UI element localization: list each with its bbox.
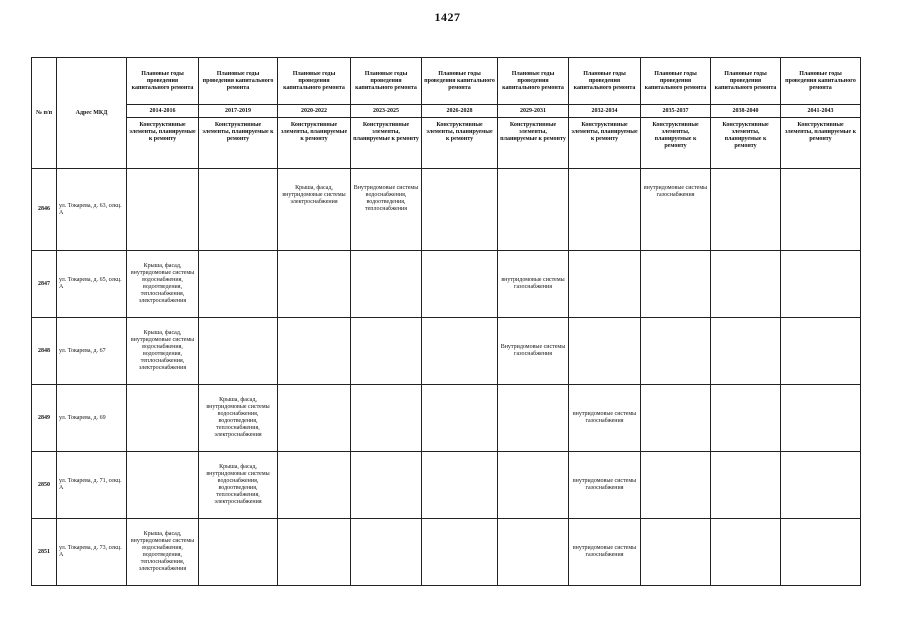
row-address: ул. Токарева, д. 63, секц. А — [57, 169, 127, 251]
repair-cell — [278, 318, 351, 385]
repair-cell — [278, 519, 351, 586]
repair-cell — [199, 519, 278, 586]
row-number: 2851 — [32, 519, 57, 586]
repair-cell — [351, 385, 422, 452]
period-title: Плановые годы проведения капитального ремонта — [641, 58, 711, 105]
header-years-row — [32, 105, 861, 118]
period-subtitle: Конструктивные элементы, планируемые к ремонту — [711, 118, 781, 169]
table-row — [32, 519, 861, 586]
repair-cell: Крыша, фасад, внутридомовые системы водоснабжения, водоотведения, теплоснабжения, электроснабжения — [127, 318, 199, 385]
row-address: ул. Токарева, д. 71, секц. А — [57, 452, 127, 519]
repair-cell — [199, 251, 278, 318]
period-subtitle: Конструктивные элементы, планируемые к ремонту — [498, 118, 569, 169]
period-subtitle: Конструктивные элементы, планируемые к ремонту — [351, 118, 422, 169]
repair-cell — [711, 318, 781, 385]
period-subtitle: Конструктивные элементы, планируемые к ремонту — [422, 118, 498, 169]
row-address: ул. Токарева, д. 69 — [57, 385, 127, 452]
repair-cell: внутридомовые системы газоснабжения — [569, 385, 641, 452]
header-title-row — [32, 58, 861, 105]
period-subtitle: Конструктивные элементы, планируемые к ремонту — [199, 118, 278, 169]
row-address: ул. Токарева, д. 67 — [57, 318, 127, 385]
repair-cell — [127, 169, 199, 251]
repair-cell — [781, 452, 861, 519]
repair-cell — [641, 251, 711, 318]
repair-cell — [351, 452, 422, 519]
period-title: Плановые годы проведения капитального ремонта — [422, 58, 498, 105]
period-title: Плановые годы проведения капитального ремонта — [569, 58, 641, 105]
repair-cell: внутридомовые системы газоснабжения — [569, 519, 641, 586]
period-subtitle: Конструктивные элементы, планируемые к ремонту — [641, 118, 711, 169]
period-title: Плановые годы проведения капитального ремонта — [711, 58, 781, 105]
repair-cell: внутридомовые системы газоснабжения — [498, 251, 569, 318]
repair-cell — [781, 385, 861, 452]
period-title: Плановые годы проведения капитального ремонта — [498, 58, 569, 105]
repair-cell: внутридомовые системы газоснабжения — [641, 169, 711, 251]
period-title: Плановые годы проведения капитального ремонта — [351, 58, 422, 105]
table-row — [32, 318, 861, 385]
period-subtitle: Конструктивные элементы, планируемые к ремонту — [127, 118, 199, 169]
repair-cell — [641, 385, 711, 452]
repair-cell — [781, 169, 861, 251]
repair-cell — [781, 519, 861, 586]
repair-cell — [711, 251, 781, 318]
repair-cell — [199, 169, 278, 251]
repair-cell — [569, 251, 641, 318]
period-title: Плановые годы проведения капитального ремонта — [199, 58, 278, 105]
repair-cell: внутридомовые системы газоснабжения — [569, 452, 641, 519]
period-title: Плановые годы проведения капитального ремонта — [127, 58, 199, 105]
repair-cell: Крыша, фасад, внутридомовые системы водоснабжения, водоотведения, теплоснабжения, электроснабжения — [127, 519, 199, 586]
repair-cell — [711, 519, 781, 586]
repair-cell — [278, 251, 351, 318]
period-years: 2041-2043 — [781, 105, 861, 118]
repair-cell — [569, 169, 641, 251]
period-years: 2026-2028 — [422, 105, 498, 118]
period-years: 2038-2040 — [711, 105, 781, 118]
period-title: Плановые годы проведения капитального ремонта — [278, 58, 351, 105]
row-number: 2847 — [32, 251, 57, 318]
repair-cell — [781, 251, 861, 318]
repair-cell: Внутридомовые системы водоснабжения, водоотведения, теплоснабжения — [351, 169, 422, 251]
row-number: 2848 — [32, 318, 57, 385]
repair-cell — [422, 251, 498, 318]
repair-cell: Крыша, фасад, внутридомовые системы водоснабжения, водоотведения, теплоснабжения, электроснабжения — [127, 251, 199, 318]
repair-cell — [711, 385, 781, 452]
table-row — [32, 452, 861, 519]
row-number: 2846 — [32, 169, 57, 251]
period-years: 2032-2034 — [569, 105, 641, 118]
period-title: Плановые годы проведения капитального ремонта — [781, 58, 861, 105]
header-subtitle-row — [32, 118, 861, 169]
repair-cell — [569, 318, 641, 385]
period-subtitle: Конструктивные элементы, планируемые к ремонту — [781, 118, 861, 169]
period-years: 2029-2031 — [498, 105, 569, 118]
repair-cell — [641, 519, 711, 586]
repair-cell — [711, 452, 781, 519]
period-years: 2017-2019 — [199, 105, 278, 118]
repair-cell — [351, 251, 422, 318]
repair-cell — [711, 169, 781, 251]
table-row — [32, 251, 861, 318]
row-address: ул. Токарева, д. 65, секц. А — [57, 251, 127, 318]
row-address: ул. Токарева, д. 73, секц. А — [57, 519, 127, 586]
repair-cell — [422, 452, 498, 519]
repair-cell: Крыша, фасад, внутридомовые системы водоснабжения, водоотведения, теплоснабжения, электроснабжения — [199, 452, 278, 519]
repair-cell — [278, 385, 351, 452]
repair-cell: Внутридомовые системы газоснабжения — [498, 318, 569, 385]
address-column-header: Адрес МКД — [57, 58, 127, 169]
repair-cell — [641, 318, 711, 385]
period-subtitle: Конструктивные элементы, планируемые к ремонту — [569, 118, 641, 169]
capital-repair-schedule-table — [31, 57, 861, 586]
period-years: 2023-2025 — [351, 105, 422, 118]
repair-cell — [498, 169, 569, 251]
repair-cell — [422, 385, 498, 452]
row-number: 2849 — [32, 385, 57, 452]
repair-cell — [641, 452, 711, 519]
repair-cell — [422, 318, 498, 385]
period-years: 2014-2016 — [127, 105, 199, 118]
repair-cell — [199, 318, 278, 385]
table-row — [32, 385, 861, 452]
repair-cell — [127, 452, 199, 519]
repair-cell — [781, 318, 861, 385]
repair-cell: Крыша, фасад, внутридомовые системы электроснабжения — [278, 169, 351, 251]
number-column-header: № п/п — [32, 58, 57, 169]
table-row — [32, 169, 861, 251]
repair-cell: Крыша, фасад, внутридомовые системы водоснабжения, водоотведения, теплоснабжения, электроснабжения — [199, 385, 278, 452]
repair-cell — [422, 519, 498, 586]
period-years: 2020-2022 — [278, 105, 351, 118]
repair-cell — [351, 318, 422, 385]
repair-cell — [498, 385, 569, 452]
repair-cell — [278, 452, 351, 519]
repair-cell — [498, 519, 569, 586]
repair-cell — [422, 169, 498, 251]
repair-cell — [351, 519, 422, 586]
row-number: 2850 — [32, 452, 57, 519]
page-number: 1427 — [434, 10, 461, 24]
period-subtitle: Конструктивные элементы, планируемые к ремонту — [278, 118, 351, 169]
repair-cell — [127, 385, 199, 452]
repair-cell — [498, 452, 569, 519]
period-years: 2035-2037 — [641, 105, 711, 118]
